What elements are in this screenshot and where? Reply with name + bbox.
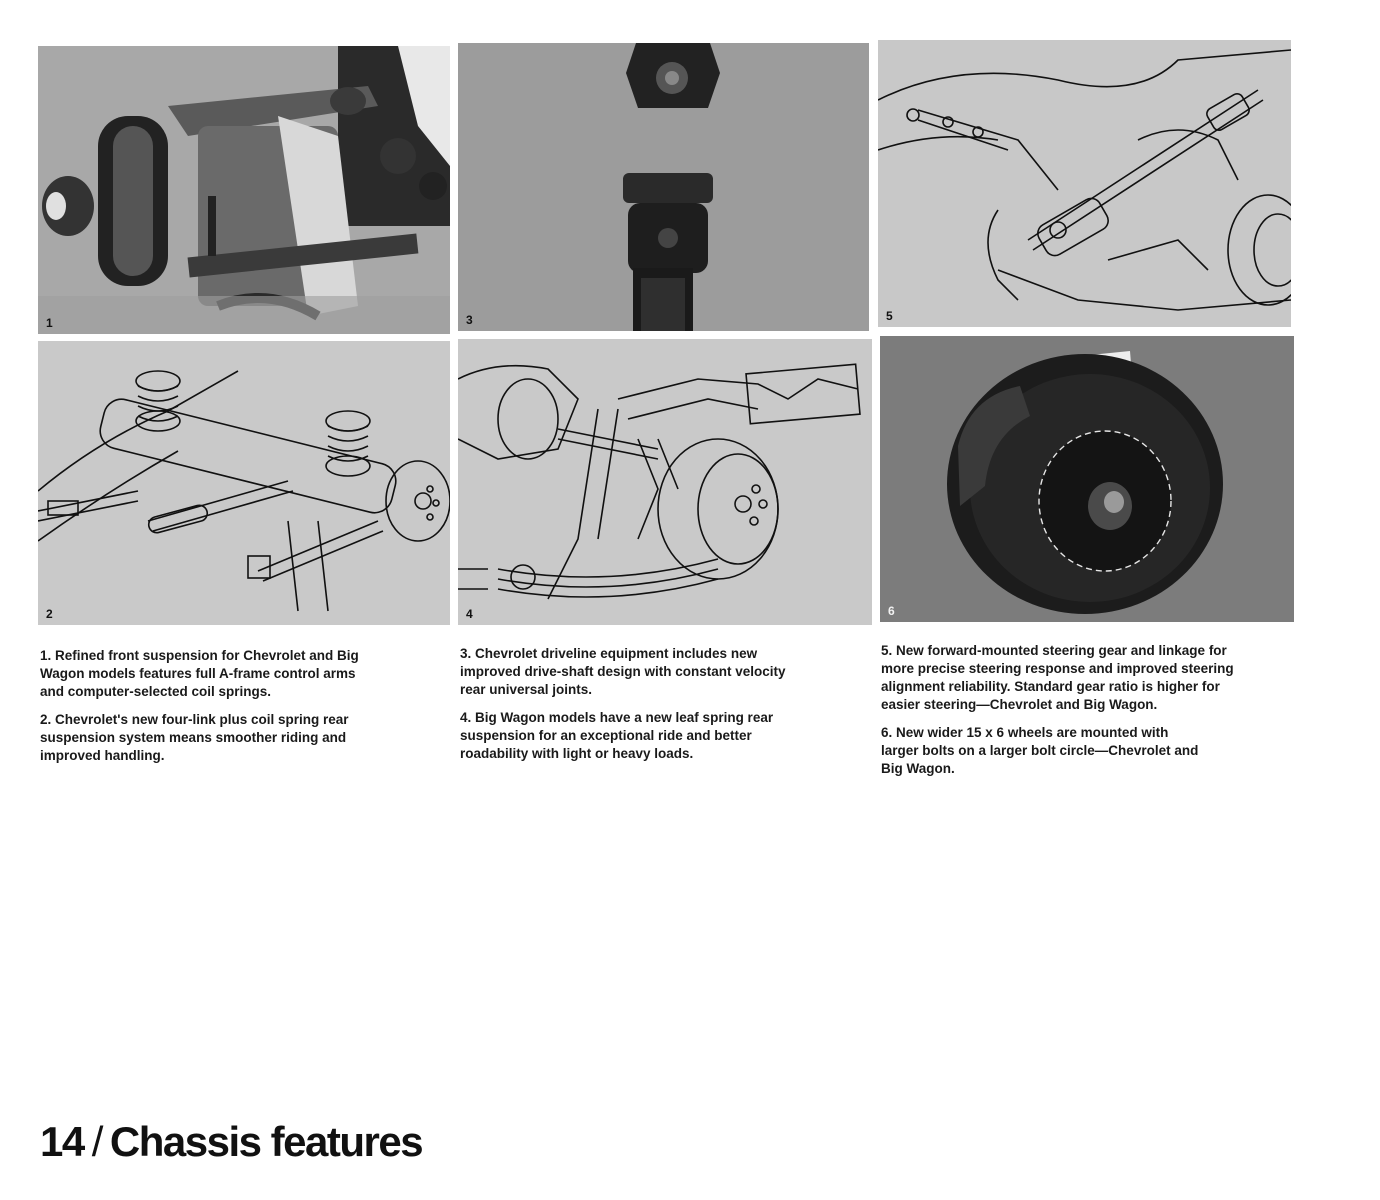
caption-5: 5. New forward-mounted steering gear and linkage for more precise steering response and improved steering alignment reliability. Standard gear ratio is higher for easier steering—Chevrolet and Big Wagon. <box>881 643 1234 712</box>
panel-number: 1 <box>46 316 53 330</box>
leaf-spring-suspension-drawing <box>458 339 872 625</box>
rear-coil-suspension-drawing <box>38 341 450 625</box>
front-suspension-photo <box>38 46 450 334</box>
page-separator: / <box>91 1118 102 1165</box>
panel-3-driveline <box>458 43 869 331</box>
panel-number: 2 <box>46 607 53 621</box>
panel-6-wheel <box>880 336 1294 622</box>
panel-4-leaf-spring-suspension <box>458 339 872 625</box>
caption-2: 2. Chevrolet's new four-link plus coil spring rear suspension system means smoother riding and improved handling. <box>40 712 349 763</box>
panel-number: 6 <box>888 604 895 618</box>
panel-number: 4 <box>466 607 473 621</box>
wheel-disc-photo <box>880 336 1294 622</box>
caption-3: 3. Chevrolet driveline equipment includes new improved drive-shaft design with constant velocity rear universal joints. <box>460 646 786 697</box>
page-title-text: Chassis features <box>109 1118 423 1165</box>
panel-number: 3 <box>466 313 473 327</box>
page-title <box>40 1118 422 1166</box>
page-number: 14 <box>40 1118 84 1165</box>
steering-linkage-drawing <box>878 40 1291 327</box>
panel-number: 5 <box>886 309 893 323</box>
panel-1-front-suspension <box>38 46 450 334</box>
caption-4: 4. Big Wagon models have a new leaf spring rear suspension for an exceptional ride and better roadability with light or heavy loads. <box>460 710 774 761</box>
caption-1: 1. Refined front suspension for Chevrolet and Big Wagon models features full A-frame control arms and computer-selected coil springs. <box>40 648 359 699</box>
caption-6: 6. New wider 15 x 6 wheels are mounted with larger bolts on a larger bolt circle—Chevrolet and Big Wagon. <box>881 725 1199 776</box>
panel-5-steering-linkage <box>878 40 1291 327</box>
driveline-universal-joint-photo <box>458 43 869 331</box>
panel-2-rear-coil-suspension <box>38 341 450 625</box>
